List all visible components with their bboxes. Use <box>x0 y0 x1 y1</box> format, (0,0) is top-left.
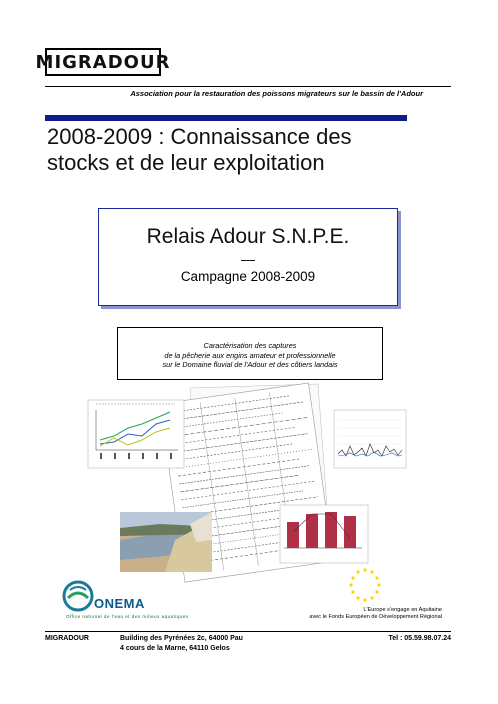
title-line-2: stocks et de leur exploitation <box>47 150 325 175</box>
eu-stars <box>349 568 380 601</box>
footer-address-line-1: Building des Pyrénées 2c, 64000 Pau <box>120 635 243 642</box>
caract-line-3: sur le Domaine fluvial de l'Adour et des côtiers landais <box>162 360 338 369</box>
timeseries-chart-thumbnail <box>334 410 406 468</box>
onema-tagline: Office national de l'eau et des milieux aquatiques <box>66 614 189 619</box>
title-line-1: 2008-2009 : Connaissance des <box>47 124 352 149</box>
logo-text: MIGRADOUR <box>35 51 171 73</box>
river-photo <box>120 512 212 572</box>
onema-emblem-icon <box>64 582 92 610</box>
association-tagline: Association pour la restauration des poissons migrateurs sur le bassin de l'Adour <box>130 89 423 98</box>
relais-title: Relais Adour S.N.P.E. <box>146 225 350 248</box>
relais-campaign: Campagne 2008-2009 <box>180 269 316 284</box>
footer-org: MIGRADOUR <box>45 635 89 642</box>
footer-address <box>120 634 243 654</box>
eu-caption-line-2: avec le Fonds Européen de Développement Régional <box>309 614 442 620</box>
caract-line-1: Caractérisation des captures <box>203 341 297 350</box>
footer-tel: Tel : 05.59.98.07.24 <box>388 635 451 642</box>
eu-caption <box>290 607 442 621</box>
eu-caption-line-1: L'Europe s'engage en Aquitaine <box>363 607 442 613</box>
footer-rule <box>45 631 451 632</box>
line-chart-thumbnail <box>88 400 184 468</box>
relais-dash: — <box>241 251 255 267</box>
bar-chart-thumbnail <box>280 505 368 563</box>
onema-logo-text: ONEMA <box>94 596 145 611</box>
caract-line-2: de la pêcherie aux engins amateur et professionnelle <box>164 350 336 360</box>
footer-address-line-2: 4 cours de la Marne, 64110 Gelos <box>120 645 230 652</box>
